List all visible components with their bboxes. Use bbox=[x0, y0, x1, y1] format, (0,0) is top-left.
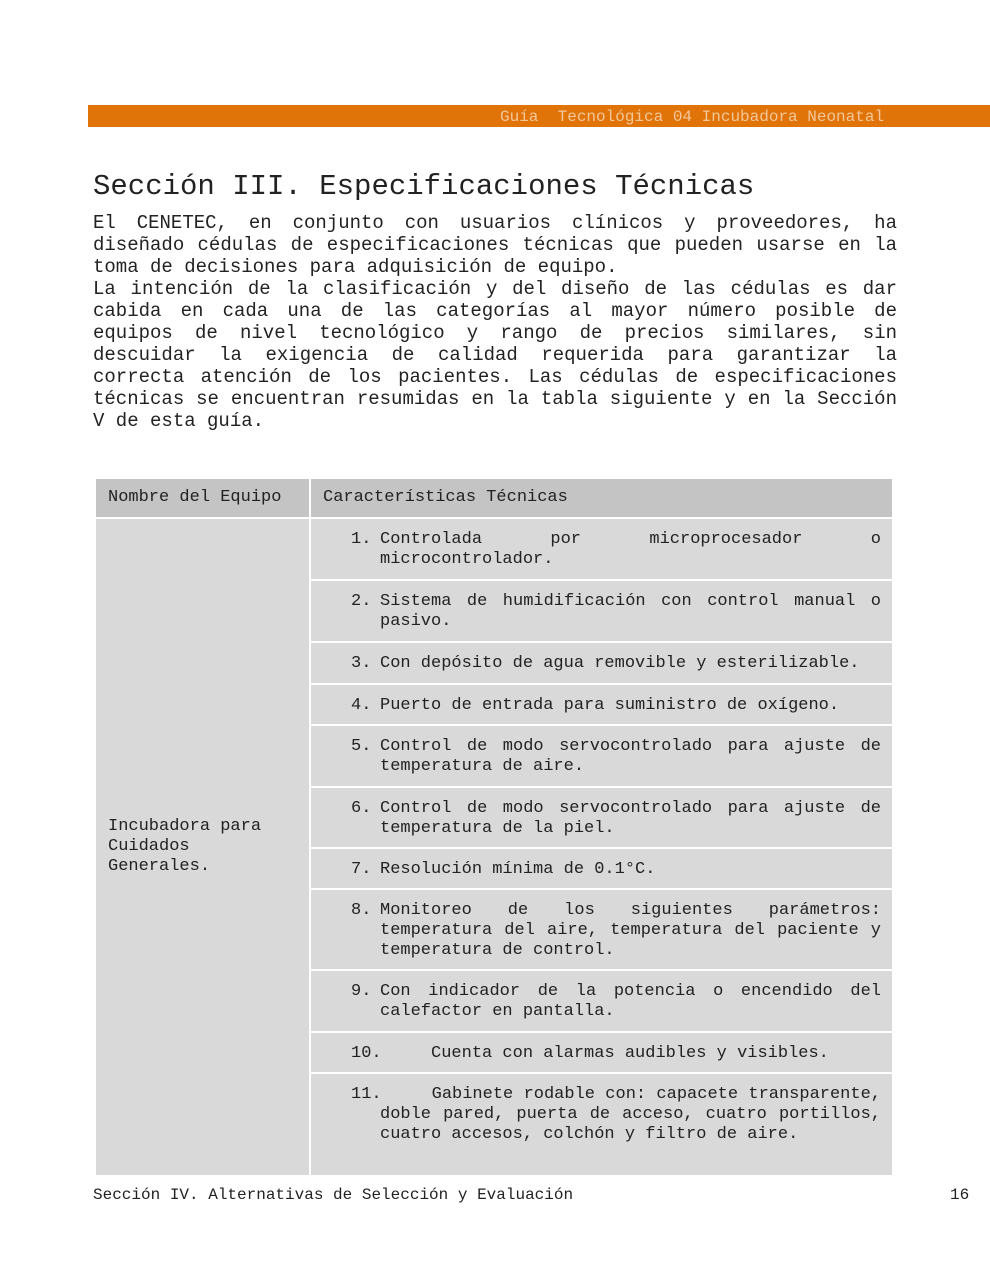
spec-row bbox=[311, 890, 892, 969]
page-number: 16 bbox=[950, 1186, 970, 1204]
equipment-name: Incubadora para Cuidados Generales. bbox=[108, 817, 262, 876]
item-number: 2. bbox=[351, 592, 372, 611]
specs-table bbox=[96, 479, 892, 1175]
banner-title: Guía Tecnológica 04 Incubadora Neonatal bbox=[500, 108, 885, 126]
paragraph: El CENETEC, en conjunto con usuarios clínicos y proveedores, ha diseñado cédulas de especificaciones técnicas que pueden usarse en la toma de decisiones para adquisición de equipo. bbox=[93, 212, 897, 278]
item-number: 7. bbox=[351, 860, 372, 879]
item-number: 9. bbox=[351, 982, 372, 1001]
header-banner bbox=[88, 105, 990, 127]
item-text: Con indicador de la potencia o encendido del calefactor en pantalla. bbox=[380, 982, 881, 1021]
footer-section: Sección IV. Alternativas de Selección y Evaluación bbox=[93, 1186, 574, 1204]
item-number: 8. bbox=[351, 901, 372, 920]
paragraph: La intención de la clasificación y del diseño de las cédulas es dar cabida en cada una de las categorías al mayor número posible de equipos de nivel tecnológico y rango de precios similares, sin descuidar la exigencia de calidad requerida para garantizar la correcta atención de los pacientes. Las cédulas de especificaciones técnicas se encuentran resumidas en la tabla siguiente y en la Sección V de esta guía. bbox=[93, 278, 897, 432]
intro-text bbox=[93, 212, 897, 432]
spec-row bbox=[311, 1074, 892, 1175]
spec-row bbox=[311, 1033, 892, 1072]
spec-row bbox=[311, 643, 892, 683]
item-text: Monitoreo de los siguientes parámetros: temperatura del aire, temperatura del paciente y temperatura de control. bbox=[380, 901, 881, 960]
item-number: 5. bbox=[351, 737, 372, 756]
spec-row bbox=[311, 788, 892, 847]
header-equipment bbox=[96, 479, 309, 517]
item-text: Puerto de entrada para suministro de oxígeno. bbox=[380, 696, 840, 715]
item-number: 11. bbox=[351, 1085, 382, 1104]
item-text: Controlada por microprocesador o microcontrolador. bbox=[380, 530, 881, 569]
spec-row bbox=[311, 971, 892, 1031]
item-number: 10. bbox=[351, 1044, 382, 1063]
spec-row bbox=[311, 849, 892, 888]
equipment-cell bbox=[96, 519, 309, 1175]
item-text: Control de modo servocontrolado para ajuste de temperatura de la piel. bbox=[380, 799, 881, 838]
item-text: Gabinete rodable con: capacete transparente, doble pared, puerta de acceso, cuatro portillos, cuatro accesos, colchón y filtro de aire. bbox=[380, 1085, 892, 1144]
item-number: 4. bbox=[351, 696, 372, 715]
item-text: Control de modo servocontrolado para ajuste de temperatura de aire. bbox=[380, 737, 881, 776]
item-number: 1. bbox=[351, 530, 372, 549]
item-text: Resolución mínima de 0.1°C. bbox=[380, 860, 656, 879]
page-title: Sección III. Especificaciones Técnicas bbox=[93, 170, 755, 203]
spec-row bbox=[311, 581, 892, 641]
spec-row bbox=[311, 726, 892, 786]
item-text: Sistema de humidificación con control manual o pasivo. bbox=[380, 592, 881, 631]
item-text: Con depósito de agua removible y esterilizable. bbox=[380, 654, 860, 673]
header-characteristics bbox=[311, 479, 892, 517]
header-label: Nombre del Equipo bbox=[108, 488, 282, 507]
item-text: Cuenta con alarmas audibles y visibles. bbox=[380, 1044, 829, 1063]
spec-row bbox=[311, 685, 892, 724]
header-label: Características Técnicas bbox=[323, 488, 568, 507]
spec-row bbox=[311, 519, 892, 579]
item-number: 6. bbox=[351, 799, 372, 818]
item-number: 3. bbox=[351, 654, 372, 673]
